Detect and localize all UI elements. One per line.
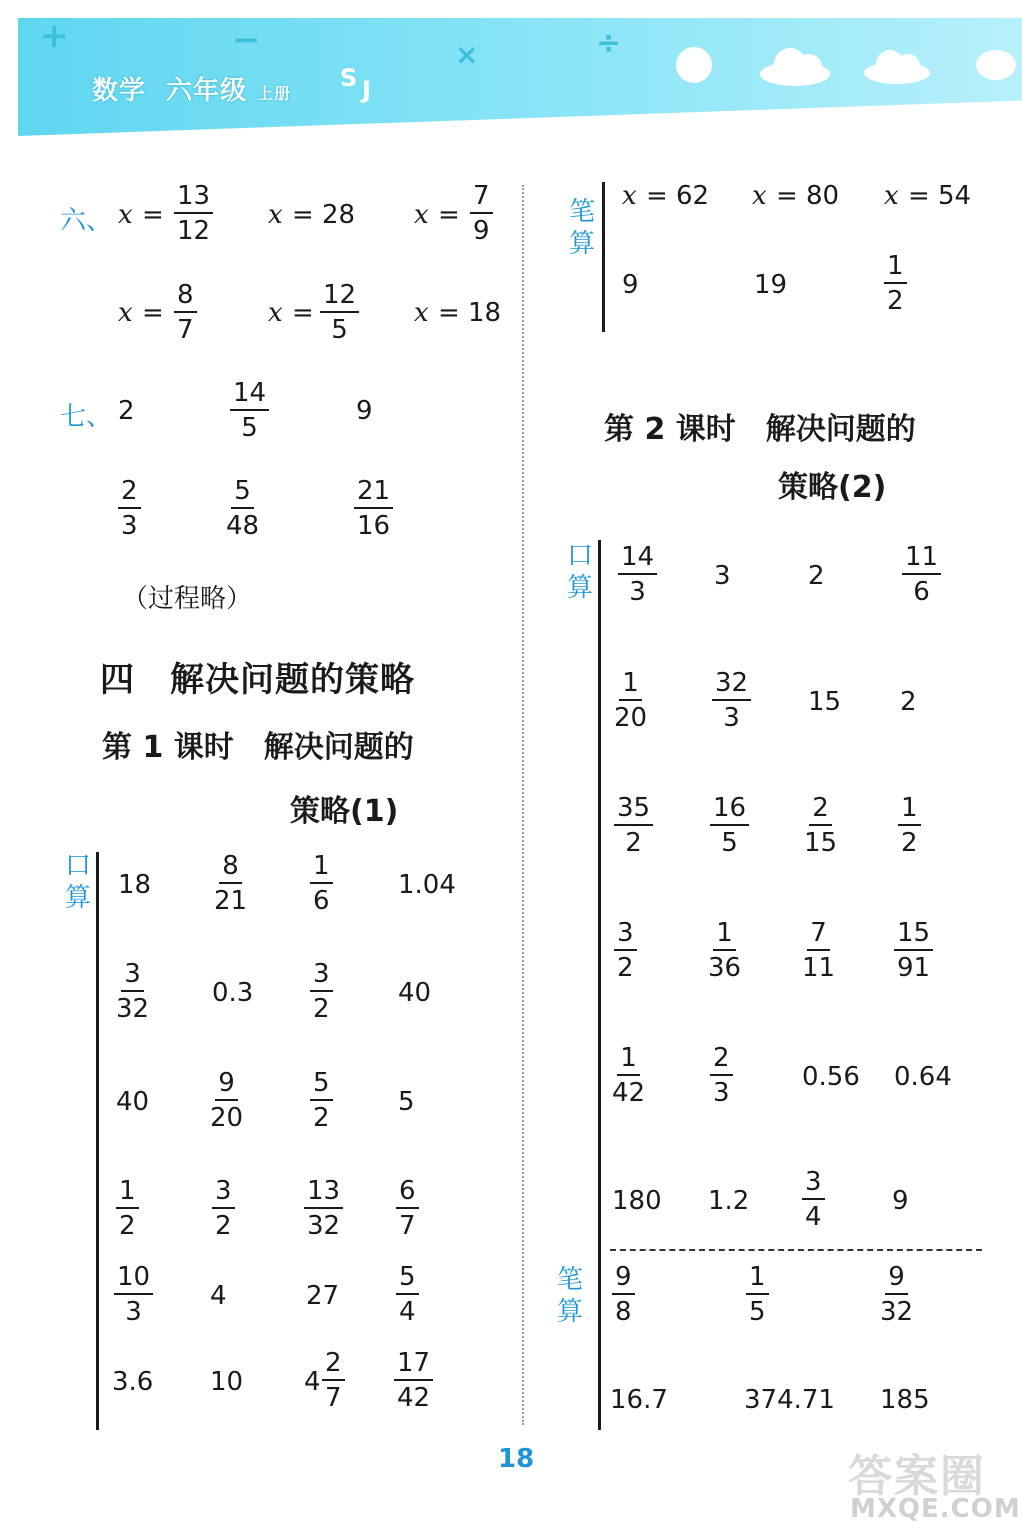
watermark-logo: 答案圈 (848, 1451, 986, 1502)
grid-cell: $\frac{1}{42}$ (612, 1043, 646, 1108)
oral-calc-label: 口 算 (64, 851, 91, 913)
grid-cell: 9 (892, 1186, 909, 1216)
grid-cell: $\frac{10}{3}$ (114, 1264, 153, 1325)
grid-cell: $\frac{2}{3}$ (710, 1045, 733, 1106)
grid-cell: $\frac{14}{3}$ (618, 544, 657, 605)
grid-cell: $\frac{8}{21}$ (214, 851, 248, 916)
grid-cell: 0.56 (802, 1062, 860, 1092)
grid-cell: $\frac{5}{4}$ (396, 1264, 419, 1325)
written-answer: $\frac{1}{2}$ (884, 253, 907, 314)
answer-q7-1: 2 (118, 396, 135, 426)
oral-calc-rule (96, 852, 99, 1430)
grid-cell: $\frac{2}{15}$ (804, 793, 838, 858)
plus-icon: + (40, 16, 69, 56)
grid-cell: $\frac{1}{36}$ (708, 918, 742, 983)
section-divider (610, 1249, 982, 1251)
grid-cell: $\frac{7}{11}$ (802, 918, 836, 983)
grid-cell: $\frac{32}{3}$ (712, 670, 751, 731)
grid-cell: 15 (808, 687, 842, 717)
grid-cell: $\frac{3}{4}$ (802, 1169, 825, 1230)
grid-cell: 4 (210, 1281, 227, 1311)
grid-cell-mixed: 4 $\frac{2}{7}$ (304, 1350, 354, 1410)
grid-cell: 1.2 (708, 1186, 750, 1216)
grid-cell: $\frac{15}{91}$ (894, 920, 933, 981)
grid-cell: 3.6 (112, 1367, 154, 1397)
lesson-title-1-cont: 策略(1) (290, 794, 399, 829)
grid-cell: $\frac{3}{32}$ (116, 959, 150, 1024)
grid-cell: 180 (612, 1186, 662, 1216)
grid-cell: 2 (900, 687, 917, 717)
lesson-title-2-cont: 策略(2) (778, 470, 887, 505)
written-answer: $\frac{9}{32}$ (880, 1262, 914, 1327)
cloud-icon (760, 48, 830, 86)
column-divider (522, 185, 524, 1425)
sun-icon (676, 47, 712, 83)
written-answer: 19 (754, 270, 788, 300)
lesson-title-2: 第 2 课时 解决问题的 (604, 412, 916, 447)
written-answer: $\frac{9}{8}$ (612, 1264, 635, 1325)
written-answer: 16.7 (610, 1385, 668, 1415)
answer-q7-3: 9 (356, 396, 373, 426)
grid-cell: $\frac{1}{6}$ (310, 853, 333, 914)
grid-cell: 40 (398, 978, 432, 1008)
answer-q7-6: $\frac{21}{16}$ (354, 478, 393, 539)
grid-cell: 0.3 (212, 978, 254, 1008)
grid-cell: 3 (714, 561, 731, 591)
oral-calc-label: 口 算 (566, 541, 593, 603)
grid-cell: $\frac{6}{7}$ (396, 1178, 419, 1239)
written-answer: 9 (622, 270, 639, 300)
grid-cell: 27 (306, 1281, 340, 1311)
grid-cell: 40 (116, 1087, 150, 1117)
grid-cell: $\frac{1}{20}$ (614, 668, 648, 733)
process-omitted-note: （过程略） (122, 584, 253, 614)
grid-cell: $\frac{5}{2}$ (310, 1070, 333, 1131)
cloud-icon (976, 50, 1016, 80)
written-answer: $\frac{1}{5}$ (746, 1264, 769, 1325)
written-calc-rule (602, 182, 605, 332)
times-icon: × (455, 38, 479, 71)
minus-icon: − (232, 20, 261, 60)
answer-q7-5: $\frac{5}{48}$ (226, 476, 260, 541)
grid-cell: 5 (398, 1087, 415, 1117)
grid-cell: 1.04 (398, 870, 456, 900)
grid-cell: $\frac{3}{2}$ (614, 920, 637, 981)
grid-cell: 18 (118, 870, 152, 900)
grid-cell: $\frac{13}{32}$ (304, 1178, 343, 1239)
grid-cell: 2 (808, 561, 825, 591)
divide-icon: ÷ (596, 26, 622, 61)
written-calc-label: 笔 算 (568, 197, 595, 259)
answer-q7-2: $\frac{14}{5}$ (230, 380, 269, 441)
cloud-icon (864, 50, 930, 84)
grid-cell: $\frac{9}{20}$ (210, 1068, 244, 1133)
book-title: 数学 六年级 上册 (92, 76, 292, 106)
page-number: 18 (498, 1444, 535, 1474)
grid-cell: $\frac{17}{42}$ (394, 1350, 433, 1411)
edition-badge: S J (340, 64, 371, 104)
grid-cell: 0.64 (894, 1062, 952, 1092)
question-marker-6: 六、 (60, 206, 113, 236)
section-title: 四 解决问题的策略 (100, 660, 415, 700)
grid-cell: $\frac{3}{2}$ (310, 961, 333, 1022)
written-answer: 185 (880, 1385, 930, 1415)
grid-cell: 10 (210, 1367, 244, 1397)
grid-cell: $\frac{1}{2}$ (898, 795, 921, 856)
grid-cell: $\frac{16}{5}$ (710, 795, 749, 856)
grid-cell: $\frac{35}{2}$ (614, 795, 653, 856)
watermark-url: MXQE.COM (850, 1494, 1021, 1524)
grid-cell: $\frac{3}{2}$ (212, 1178, 235, 1239)
written-calc-label: 笔 算 (556, 1265, 583, 1327)
written-answer: 374.71 (744, 1385, 835, 1415)
question-marker-7: 七、 (60, 402, 113, 432)
oral-calc-rule (598, 540, 601, 1430)
answer-q7-4: $\frac{2}{3}$ (118, 478, 141, 539)
grid-cell: $\frac{11}{6}$ (902, 544, 941, 605)
grid-cell: $\frac{1}{2}$ (116, 1178, 139, 1239)
lesson-title-1: 第 1 课时 解决问题的 (102, 730, 414, 765)
